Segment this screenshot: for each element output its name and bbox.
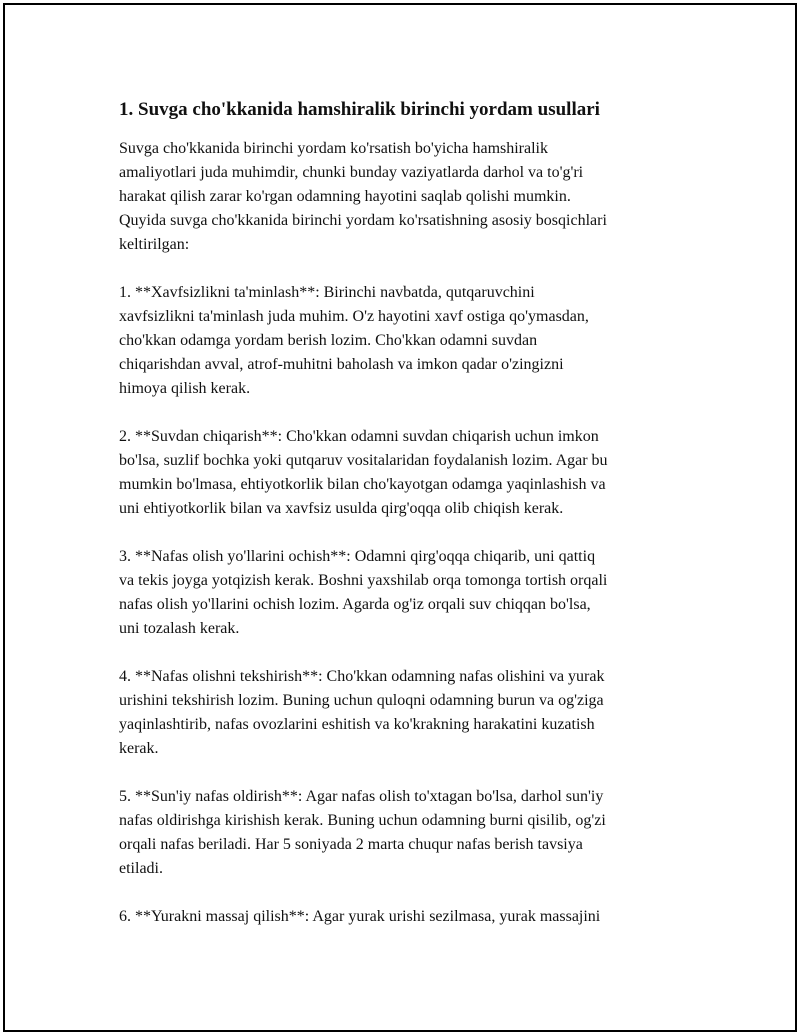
step-paragraph [119, 665, 689, 761]
paragraph-line: harakat qilish zarar ko'rgan odamning hayotini saqlab qolishi mumkin. [119, 188, 571, 205]
paragraph-line: xavfsizlikni ta'minlash juda muhim. O'z hayotini xavf ostiga qo'ymasdan, [119, 308, 589, 325]
paragraph-line: 5. **Sun'iy nafas oldirish**: Agar nafas olish to'xtagan bo'lsa, darhol sun'iy [119, 788, 604, 805]
step-paragraph [119, 281, 689, 401]
paragraph-line: nafas olish yo'llarini ochish lozim. Agarda og'iz orqali suv chiqqan bo'lsa, [119, 596, 591, 613]
paragraph-line: uni ehtiyotkorlik bilan va xavfsiz usulda qirg'oqqa olib chiqish kerak. [119, 500, 564, 517]
paragraph-line: keltirilgan: [119, 236, 190, 253]
paragraph-line: 3. **Nafas olish yo'llarini ochish**: Odamni qirg'oqqa chiqarib, uni qattiq [119, 548, 596, 565]
paragraph-line: 1. **Xavfsizlikni ta'minlash**: Birinchi navbatda, qutqaruvchini [119, 284, 535, 301]
paragraph-line: nafas oldirishga kirishish kerak. Buning uchun odamning burni qisilib, og'zi [119, 812, 606, 829]
paragraph-line: 6. **Yurakni massaj qilish**: Agar yurak urishi sezilmasa, yurak massajini [119, 908, 601, 925]
paragraph-line: 2. **Suvdan chiqarish**: Cho'kkan odamni suvdan chiqarish uchun imkon [119, 428, 599, 445]
document-content [119, 95, 689, 953]
paragraph-line: orqali nafas beriladi. Har 5 soniyada 2 marta chuqur nafas berish tavsiya [119, 836, 583, 853]
paragraph-line: 4. **Nafas olishni tekshirish**: Cho'kkan odamning nafas olishini va yurak [119, 668, 605, 685]
paragraph-line: etiladi. [119, 860, 163, 877]
step-paragraph [119, 785, 689, 881]
paragraph-line: bo'lsa, suzlif bochka yoki qutqaruv vositalaridan foydalanish lozim. Agar bu [119, 452, 608, 469]
step-paragraph [119, 545, 689, 641]
page-frame [3, 3, 797, 1032]
paragraph-line: Suvga cho'kkanida birinchi yordam ko'rsatish bo'yicha hamshiralik [119, 140, 548, 157]
paragraph-line: mumkin bo'lmasa, ehtiyotkorlik bilan cho'kayotgan odamga yaqinlashish va [119, 476, 606, 493]
step-paragraph [119, 425, 689, 521]
document-body [119, 137, 689, 929]
document-title: 1. Suvga cho'kkanida hamshiralik birinchi yordam usullari [119, 99, 600, 120]
paragraph-line: himoya qilish kerak. [119, 380, 251, 397]
paragraph-line: uni tozalash kerak. [119, 620, 240, 637]
intro-paragraph [119, 137, 689, 257]
paragraph-line: yaqinlashtirib, nafas ovozlarini eshitish va ko'krakning harakatini kuzatish [119, 716, 595, 733]
paragraph-line: kerak. [119, 740, 159, 757]
paragraph-line: urishini tekshirish lozim. Buning uchun quloqni odamning burun va og'ziga [119, 692, 604, 709]
paragraph-line: amaliyotlari juda muhimdir, chunki bunday vaziyatlarda darhol va to'g'ri [119, 164, 584, 181]
paragraph-line: Quyida suvga cho'kkanida birinchi yordam ko'rsatishning asosiy bosqichlari [119, 212, 607, 229]
paragraph-line: chiqarishdan avval, atrof-muhitni baholash va imkon qadar o'zingizni [119, 356, 564, 373]
paragraph-line: va tekis joyga yotqizish kerak. Boshni yaxshilab orqa tomonga tortish orqali [119, 572, 608, 589]
step-paragraph [119, 905, 689, 929]
paragraph-line: cho'kkan odamga yordam berish lozim. Cho'kkan odamni suvdan [119, 332, 538, 349]
